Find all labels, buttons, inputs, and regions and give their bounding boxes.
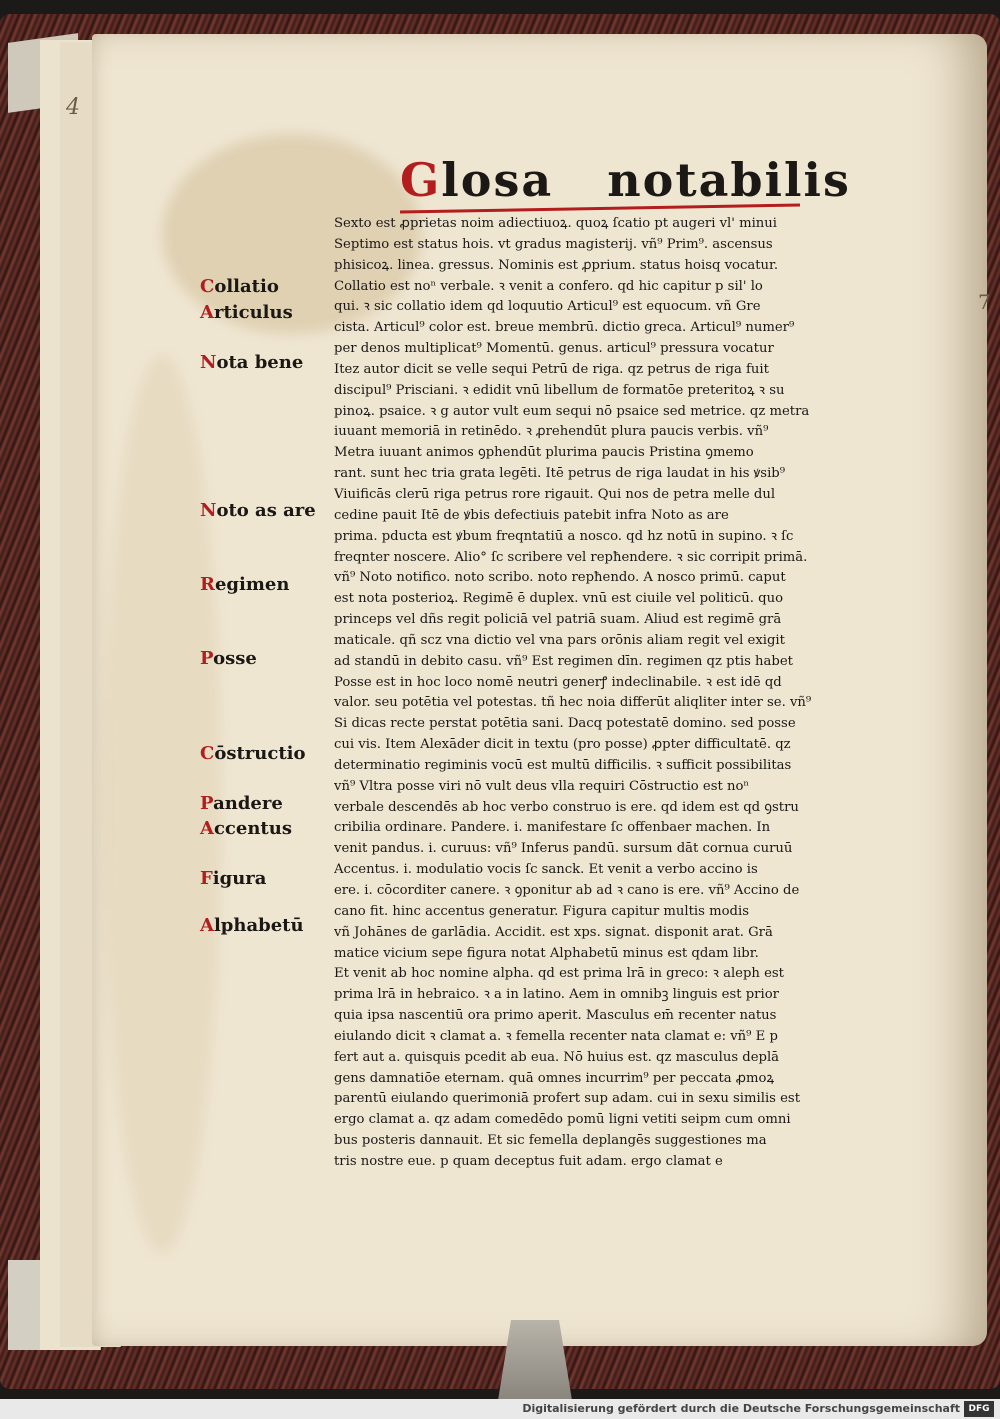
text-line: cedine pauit Itē de ꝟbis defectiuis patebit infra Noto as are [334, 507, 729, 523]
margin-note: Articulus [200, 302, 293, 323]
margin-notes [200, 0, 335, 1300]
margin-note: Accentus [200, 818, 292, 839]
margin-note: Nota bene [200, 352, 304, 373]
text-line: cribilia ordinare. Pandere. i. manifestare ſc offenbaer machen. In [334, 820, 771, 836]
body-text [334, 214, 874, 1173]
text-line: Et venit ab hoc nomine alpha. qd est prima lrā in greco: ꝛ aleph est [334, 966, 784, 982]
page-title [400, 153, 851, 215]
margin-note: Collatio [200, 276, 279, 297]
text-line: tris nostre eue. p quam deceptus fuit adam. ergo clamat e [334, 1153, 723, 1169]
text-line: ad standū in debito casu. vñ⁹ Est regimen dīn. regimen qz ptis habet [334, 653, 793, 669]
text-line: gens damnatiōe eternam. quā omnes incurrim⁹ per peccata ꝓmoꝝ [334, 1070, 775, 1086]
footer-bar [0, 1399, 1000, 1419]
margin-note: Alphabetū [200, 915, 304, 936]
text-line: prima. pducta est ꝟbum freqntatiū a nosco. qd hz notū in supino. ꝛ ſc [334, 528, 794, 544]
text-line: fert aut a. quisquis pcedit ab eua. Nō huius est. qz masculus deplā [334, 1049, 780, 1065]
margin-note: Posse [200, 648, 257, 669]
text-line: Itez autor dicit se velle sequi Petrū de riga. qz petrus de riga fuit [334, 361, 769, 377]
text-line: quia ipsa nascentiū ora primo aperit. Masculus em̄ recenter natus [334, 1008, 777, 1024]
text-line: verbale descendēs ab hoc verbo construo is ere. qd idem est qd ꝯstru [334, 799, 799, 815]
text-line: cui vis. Item Alexāder dicit in textu (pro posse) ꝓpter difficultatē. qz [334, 737, 791, 753]
text-line: maticale. qñ scz vna dictio vel vna pars orōnis aliam regit vel exigit [334, 632, 785, 648]
text-line: ere. i. cōcorditer canere. ꝛ ꝯponitur ab ad ꝛ cano is ere. vñ⁹ Accino de [334, 883, 800, 898]
text-line: Si dicas recte perstat potētia sani. Dacq potestatē domino. sed posse [334, 716, 796, 732]
text-line: cano fit. hinc accentus generatur. Figura capitur multis modis [334, 903, 749, 919]
text-line: vñ Johānes de garlādia. Accidit. est xps. signat. disponit arat. Grā [334, 924, 773, 940]
margin-note: Pandere [200, 793, 283, 814]
title-initial: G [400, 153, 442, 207]
text-line: discipul⁹ Prisciani. ꝛ edidit vnū libellum de formatōe preteritoꝝ ꝛ su [334, 382, 785, 398]
text-line: princeps vel dñs regit policiā vel patriā suam. Aliud est regimē grā [334, 612, 782, 628]
text-line: Posse est in hoc loco nomē neutri generꝭ indeclinabile. ꝛ est idē qd [334, 674, 782, 690]
text-line: eiulando dicit ꝛ clamat a. ꝛ femella recenter nata clamat e: vñ⁹ E p [334, 1028, 778, 1044]
text-line: phisicoꝝ. linea. gressus. Nominis est ꝓprium. status hoisq vocatur. [334, 257, 779, 273]
text-line: per denos multiplicat⁹ Momentū. genus. articul⁹ pressura vocatur [334, 341, 774, 357]
dfg-logo: DFG [964, 1401, 994, 1417]
text-line: valor. seu potētia vel potestas. tñ hec noia differūt aliqliter inter se. vñ⁹ [334, 695, 812, 711]
text-line: freqnter noscere. Alio° ſc scribere vel repħendere. ꝛ sic corripit primā. [334, 549, 808, 565]
title-text: losa notabilis [441, 153, 851, 207]
margin-note: Figura [200, 868, 267, 889]
text-line: rant. sunt hec tria grata legēti. Itē petrus de riga laudat in his ꝟsib⁹ [334, 466, 786, 482]
text-line: matice vicium sepe figura notat Alphabetū minus est qdam libr. [334, 945, 759, 961]
text-line: cista. Articul⁹ color est. breue membrū. dictio greca. Articul⁹ numer⁹ [334, 320, 795, 336]
text-line: Accentus. i. modulatio vocis ſc sanck. Et venit a verbo accino is [334, 862, 758, 878]
text-line: vñ⁹ Noto notifico. noto scribo. noto repħendo. A nosco primū. caput [334, 570, 786, 586]
text-line: pinoꝝ. psaice. ꝛ g autor vult eum sequi nō psaice sed metrice. qz metra [334, 403, 810, 419]
text-line: determinatio regiminis vocū est multū difficilis. ꝛ sufficit possibilitas [334, 757, 792, 773]
text-line: vñ⁹ Vltra posse viri nō vult deus vlla requiri Cōstructio est noⁿ [334, 778, 750, 794]
text-line: prima lrā in hebraico. ꝛ a in latino. Aem in omnibꝫ linguis est prior [334, 987, 779, 1003]
text-line: Viuificās clerū riga petrus rore rigauit. Qui nos de petra melle dul [334, 486, 776, 502]
margin-note: Noto as are [200, 500, 316, 521]
edge-mark: 7 [978, 290, 991, 314]
text-line: bus posteris dannauit. Et sic femella deplangēs suggestiones ma [334, 1133, 767, 1149]
text-line: venit pandus. i. curuus: vñ⁹ Inferus pandū. sursum dāt cornua curuū [334, 841, 793, 857]
text-line: qui. ꝛ sic collatio idem qd loquutio Articul⁹ est equocum. vñ Gre [334, 299, 761, 315]
text-line: parentū eiulando querimoniā profert sup adam. cui in sexu similis est [334, 1091, 800, 1107]
folio-mark: 4 [66, 95, 80, 120]
text-line: Sexto est ꝓprietas noim adiectiuoꝝ. quoꝝ ſcatio pt augeri vl' minui [334, 216, 778, 231]
text-line: ergo clamat a. qz adam comedēdo pomū ligni vetiti seipm cum omni [334, 1112, 791, 1128]
footer-credit: Digitalisierung gefördert durch die Deutsche Forschungsgemeinschaft [522, 1402, 960, 1415]
text-line: Collatio est noⁿ verbale. ꝛ venit a confero. qd hic capitur p sil' lo [334, 278, 763, 294]
text-line: iuuant memoriā in retinēdo. ꝛ ꝓrehendūt plura paucis verbis. vñ⁹ [334, 424, 769, 440]
margin-note: Cōstructio [200, 743, 306, 764]
margin-note: Regimen [200, 574, 290, 595]
text-line: Metra iuuant animos ꝯphendūt plurima paucis Pristina ꝯmemo [334, 445, 754, 461]
text-line: Septimo est status hois. vt gradus magisterij. vñ⁹ Prim⁹. ascensus [334, 236, 773, 252]
text-line: est nota posterioꝝ. Regimē ē duplex. vnū est ciuile vel politicū. quo [334, 591, 784, 607]
